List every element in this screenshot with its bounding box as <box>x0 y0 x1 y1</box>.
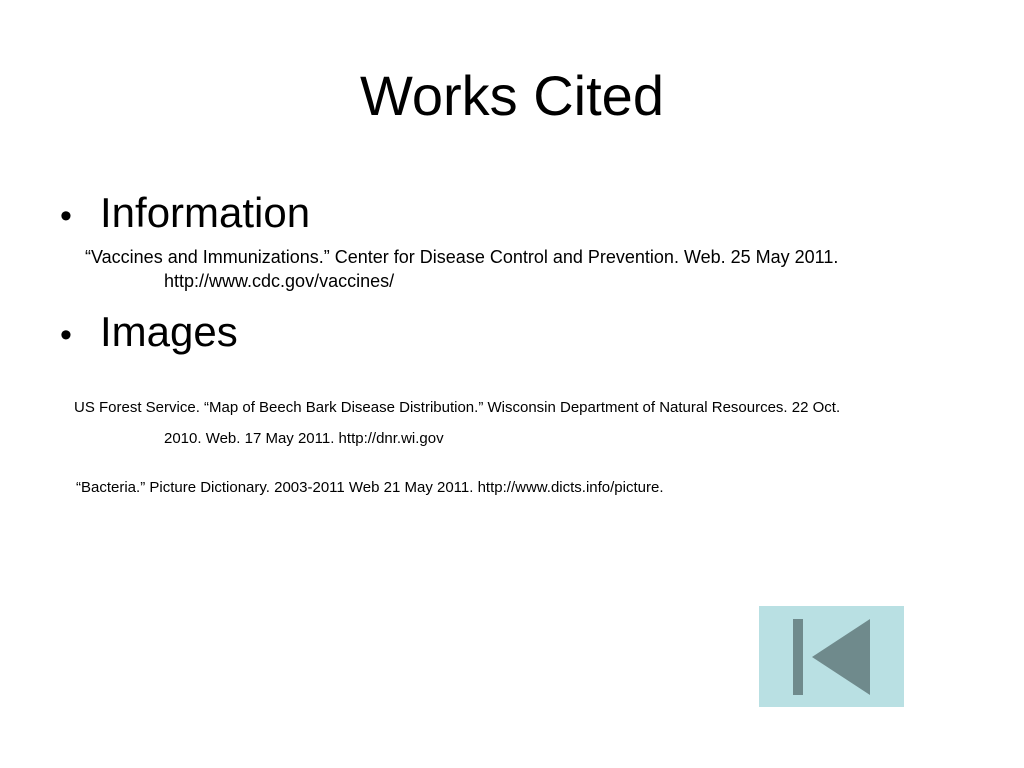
slide-title: Works Cited <box>360 64 664 127</box>
citation-cdc-line1: “Vaccines and Immunizations.” Center for Disease Control and Prevention. Web. 25 May 2011. <box>85 247 839 267</box>
bullet-heading-information: Information <box>100 189 311 236</box>
first-slide-icon <box>759 606 904 707</box>
bullet-information <box>60 188 310 241</box>
bullet-dot: • <box>60 316 72 354</box>
bullet-heading-images: Images <box>100 308 238 355</box>
first-slide-icon-arrow <box>812 619 870 695</box>
first-slide-button[interactable] <box>759 606 904 707</box>
first-slide-icon-bar <box>793 619 803 695</box>
citation-forest-service-line1: US Forest Service. “Map of Beech Bark Disease Distribution.” Wisconsin Department of Natural Resources. 22 Oct. <box>74 399 841 416</box>
citation-bacteria: “Bacteria.” Picture Dictionary. 2003-2011 Web 21 May 2011. http://www.dicts.info/picture. <box>76 479 664 496</box>
citation-forest-service-line2: 2010. Web. 17 May 2011. http://dnr.wi.gov <box>164 430 444 447</box>
citation-cdc-line2: http://www.cdc.gov/vaccines/ <box>164 271 395 291</box>
bullet-dot: • <box>60 197 72 235</box>
bullet-images <box>60 307 238 360</box>
